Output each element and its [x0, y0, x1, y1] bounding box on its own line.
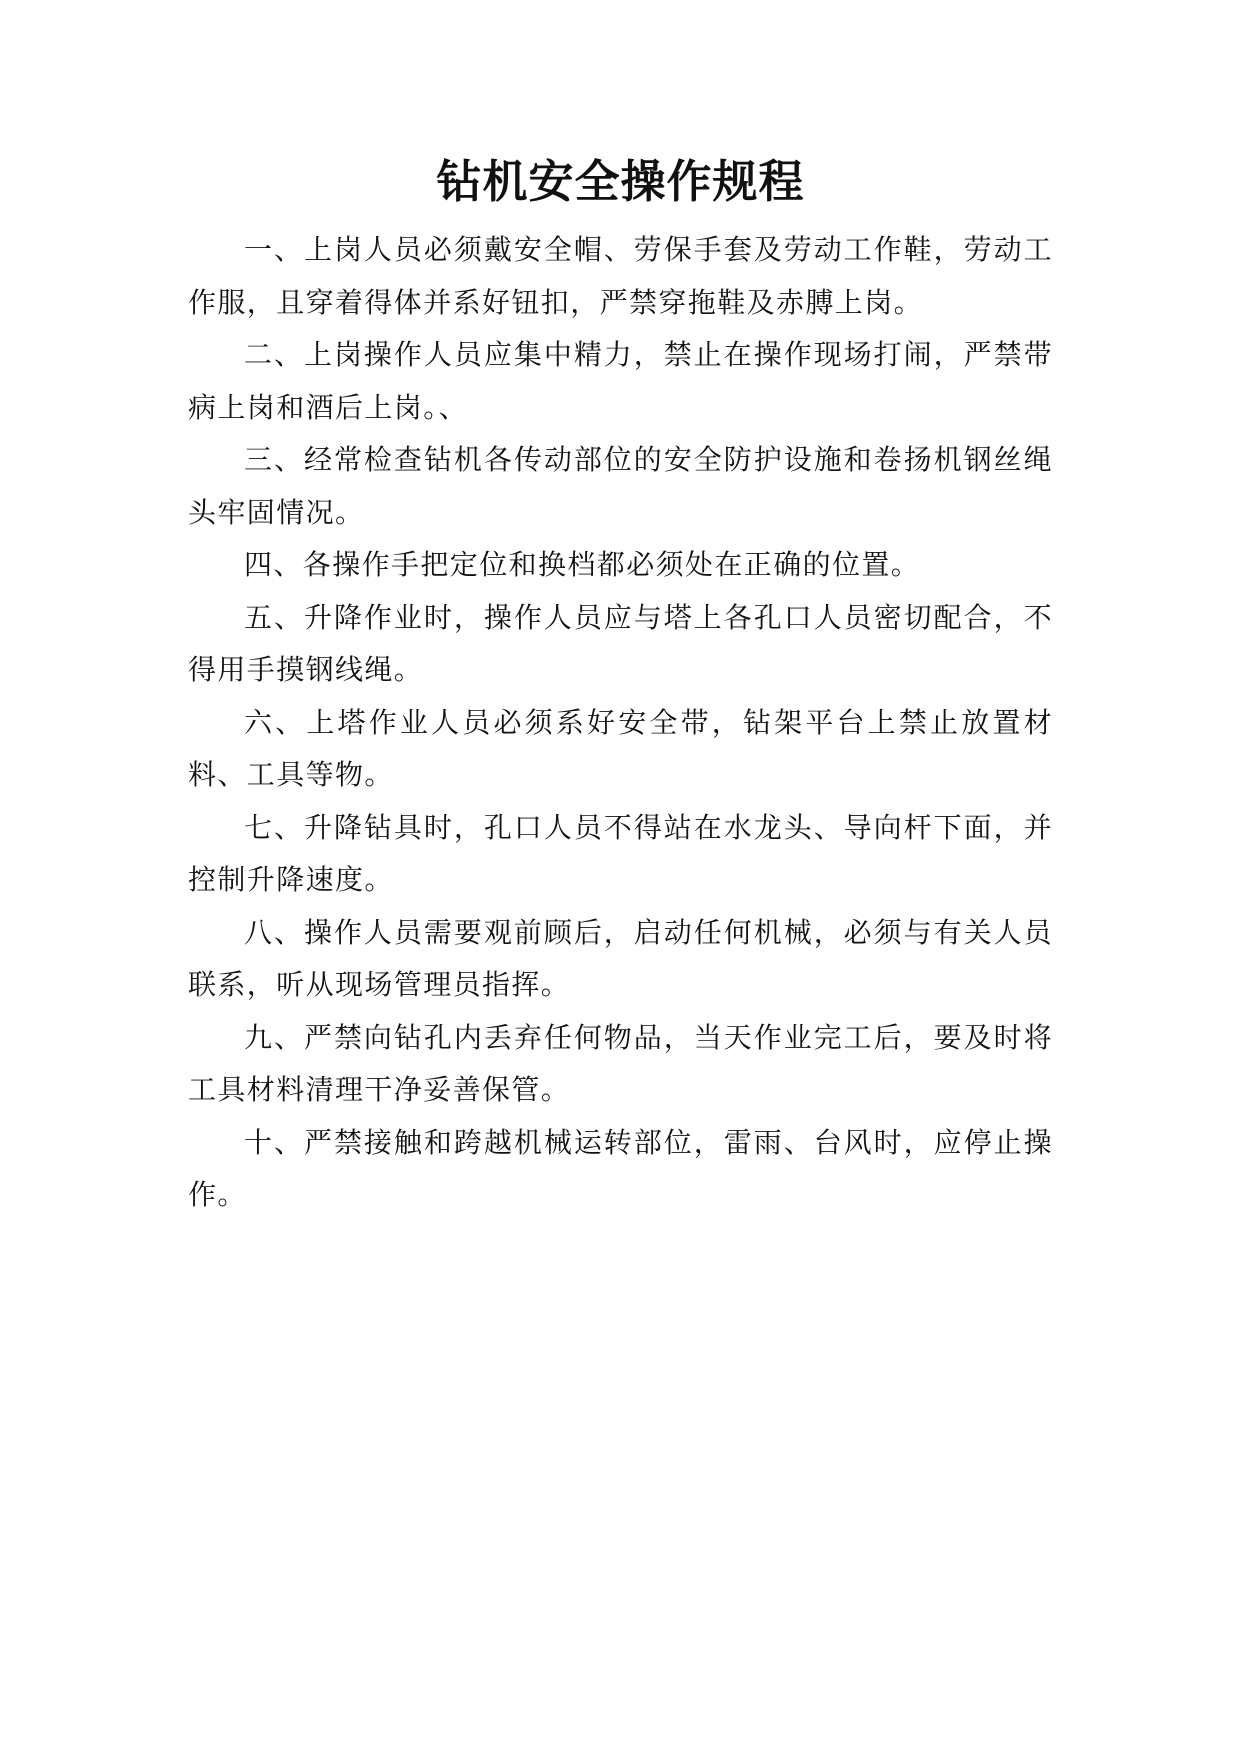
rule-paragraph-2: 二、上岗操作人员应集中精力，禁止在操作现场打闹，严禁带病上岗和酒后上岗。、	[188, 338, 1053, 424]
rule-paragraph-10: 十、严禁接触和跨越机械运转部位，雷雨、台风时，应停止操作。	[188, 1125, 1053, 1211]
rule-paragraph-9: 九、严禁向钻孔内丢弃任何物品，当天作业完工后，要及时将工具材料清理干净妥善保管。	[188, 1020, 1053, 1106]
document-body	[188, 224, 1053, 1222]
rule-paragraph-1: 一、上岗人员必须戴安全帽、劳保手套及劳动工作鞋，劳动工作服，且穿着得体并系好钮扣，严禁穿拖鞋及赤膊上岗。	[188, 233, 1053, 319]
rule-paragraph-5: 五、升降作业时，操作人员应与塔上各孔口人员密切配合，不得用手摸钢线绳。	[188, 600, 1053, 686]
document-title: 钻机安全操作规程	[436, 155, 805, 208]
rule-paragraph-3: 三、经常检查钻机各传动部位的安全防护设施和卷扬机钢丝绳头牢固情况。	[188, 443, 1053, 529]
rule-paragraph-6: 六、上塔作业人员必须系好安全带，钻架平台上禁止放置材料、工具等物。	[188, 705, 1053, 791]
rule-paragraph-4: 四、各操作手把定位和换档都必须处在正确的位置。	[244, 548, 921, 581]
rule-paragraph-8: 八、操作人员需要观前顾后，启动任何机械，必须与有关人员联系，听从现场管理员指挥。	[188, 915, 1053, 1001]
rule-paragraph-7: 七、升降钻具时，孔口人员不得站在水龙头、导向杆下面，并控制升降速度。	[188, 810, 1053, 896]
